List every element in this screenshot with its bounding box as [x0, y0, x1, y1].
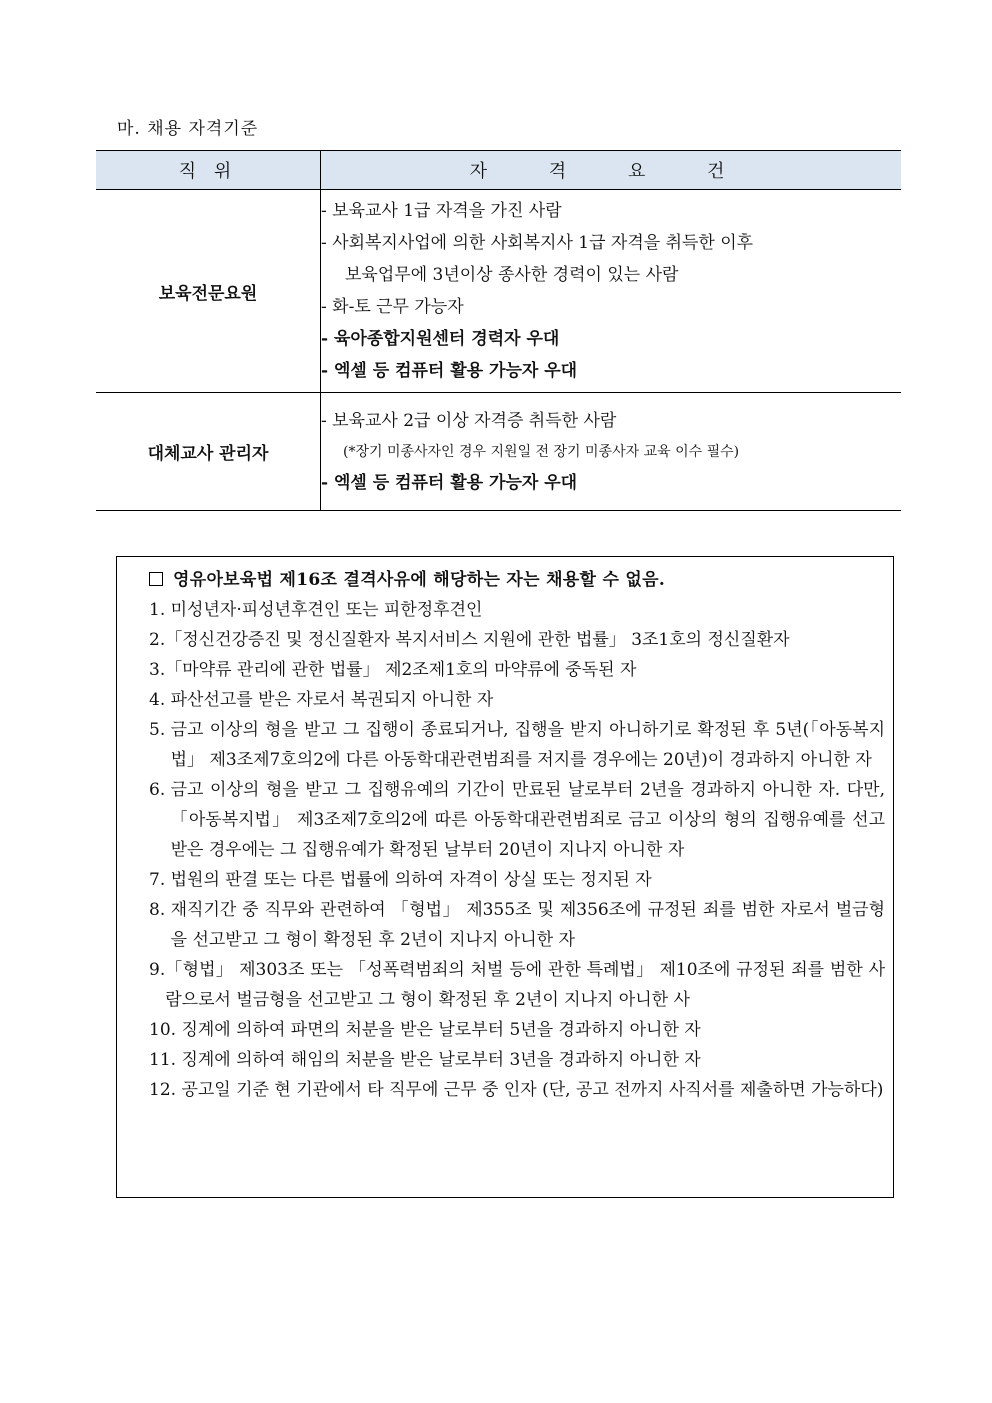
item-number: 10. — [149, 1020, 182, 1040]
item-number: 5. — [149, 720, 171, 740]
item-text: 공고일 기준 현 기관에서 타 직무에 근무 중 인자 (단, 공고 전까지 사직서를 제출하면 가능하다) — [181, 1080, 884, 1100]
item-number: 2. — [149, 630, 166, 650]
requirement-line: - 육아종합지원센터 경력자 우대 — [321, 329, 560, 349]
item-text: 「정신건강증진 및 정신질환자 복지서비스 지원에 관한 법률」 3조1호의 정신질환자 — [165, 630, 790, 650]
item-text: 징계에 의하여 파면의 처분을 받은 날로부터 5년을 경과하지 아니한 자 — [181, 1020, 701, 1040]
requirement-line: - 화-토 근무 가능자 — [321, 297, 464, 317]
requirement-line: - 엑셀 등 컴퓨터 활용 가능자 우대 — [321, 361, 578, 381]
list-item — [149, 895, 885, 955]
table-header-row — [96, 151, 901, 190]
requirement-line: 보육업무에 3년이상 종사한 경력이 있는 사람 — [345, 265, 679, 285]
position-cell: 보육전문요원 — [96, 190, 321, 393]
item-number: 8. — [149, 900, 171, 920]
requirements-cell — [321, 393, 902, 511]
checkbox-square-icon — [149, 572, 163, 586]
list-item — [149, 1045, 885, 1075]
item-number: 12. — [149, 1080, 182, 1100]
header-requirements: 자 격 요 건 — [321, 151, 902, 190]
position-cell: 대체교사 관리자 — [96, 393, 321, 511]
requirements-cell — [321, 190, 902, 393]
disqualification-title — [149, 565, 885, 595]
requirement-line: - 엑셀 등 컴퓨터 활용 가능자 우대 — [321, 472, 578, 493]
header-position: 직 위 — [96, 151, 321, 190]
list-item — [149, 955, 885, 1015]
item-text: 법원의 판결 또는 다른 법률에 의하여 자격이 상실 또는 정지된 자 — [170, 870, 652, 890]
item-number: 6. — [149, 780, 171, 800]
list-item — [149, 685, 885, 715]
disqualification-title-text: 영유아보육법 제16조 결격사유에 해당하는 자는 채용할 수 없음. — [173, 570, 666, 590]
requirement-line: - 보육교사 2급 이상 자격증 취득한 사람 — [321, 410, 617, 431]
requirement-note: (*장기 미종사자인 경우 지원일 전 장기 미종사자 교육 이수 필수) — [343, 443, 740, 460]
disqualification-box — [116, 556, 894, 1198]
section-title: 마. 채용 자격기준 — [117, 119, 259, 139]
list-item — [149, 655, 885, 685]
requirement-line: - 사회복지사업에 의한 사회복지사 1급 자격을 취득한 이후 — [321, 233, 754, 253]
item-text: 금고 이상의 형을 받고 그 집행유예의 기간이 만료된 날로부터 2년을 경과하지 아니한 자. 다만, 「아동복지법」 제3조제7호의2에 따른 아동학대관련범죄로 금고 이상의 형의 집행유예를 선고받은 경우에는 그 집행유예가 확정된 날부터 20년이 지나지 아니한 자 — [170, 780, 885, 860]
requirement-line: - 보육교사 1급 자격을 가진 사람 — [321, 201, 562, 221]
item-text: 「형법」 제303조 또는 「성폭력범죄의 처벌 등에 관한 특례법」 제10조에 규정된 죄를 범한 사람으로서 벌금형을 선고받고 그 형이 확정된 후 2년이 지나지 아니한 사 — [165, 960, 885, 1010]
item-number: 4. — [149, 690, 171, 710]
list-item — [149, 715, 885, 775]
item-text: 재직기간 중 직무와 관련하여 「형법」 제355조 및 제356조에 규정된 죄를 범한 자로서 벌금형을 선고받고 그 형이 확정된 후 2년이 지나지 아니한 자 — [170, 900, 885, 950]
item-text: 미성년자·피성년후견인 또는 피한정후견인 — [170, 600, 483, 620]
list-item — [149, 625, 885, 655]
item-number: 1. — [149, 600, 171, 620]
item-text: 파산선고를 받은 자로서 복권되지 아니한 자 — [170, 690, 494, 710]
list-item — [149, 595, 885, 625]
item-number: 7. — [149, 870, 171, 890]
qualification-table — [96, 150, 901, 511]
item-text: 금고 이상의 형을 받고 그 집행이 종료되거나, 집행을 받지 아니하기로 확정된 후 5년(「아동복지법」 제3조제7호의2에 다른 아동학대관련범죄를 저지를 경우에는 20년)이 경과하지 아니한 자 — [170, 720, 885, 770]
list-item — [149, 1015, 885, 1045]
item-number: 9. — [149, 960, 166, 980]
table-row — [96, 393, 901, 511]
item-number: 11. — [149, 1050, 182, 1070]
list-item — [149, 1075, 885, 1105]
item-text: 징계에 의하여 해임의 처분을 받은 날로부터 3년을 경과하지 아니한 자 — [181, 1050, 701, 1070]
list-item — [149, 865, 885, 895]
item-text: 「마약류 관리에 관한 법률」 제2조제1호의 마약류에 중독된 자 — [165, 660, 637, 680]
table-row — [96, 190, 901, 393]
item-number: 3. — [149, 660, 166, 680]
list-item — [149, 775, 885, 865]
